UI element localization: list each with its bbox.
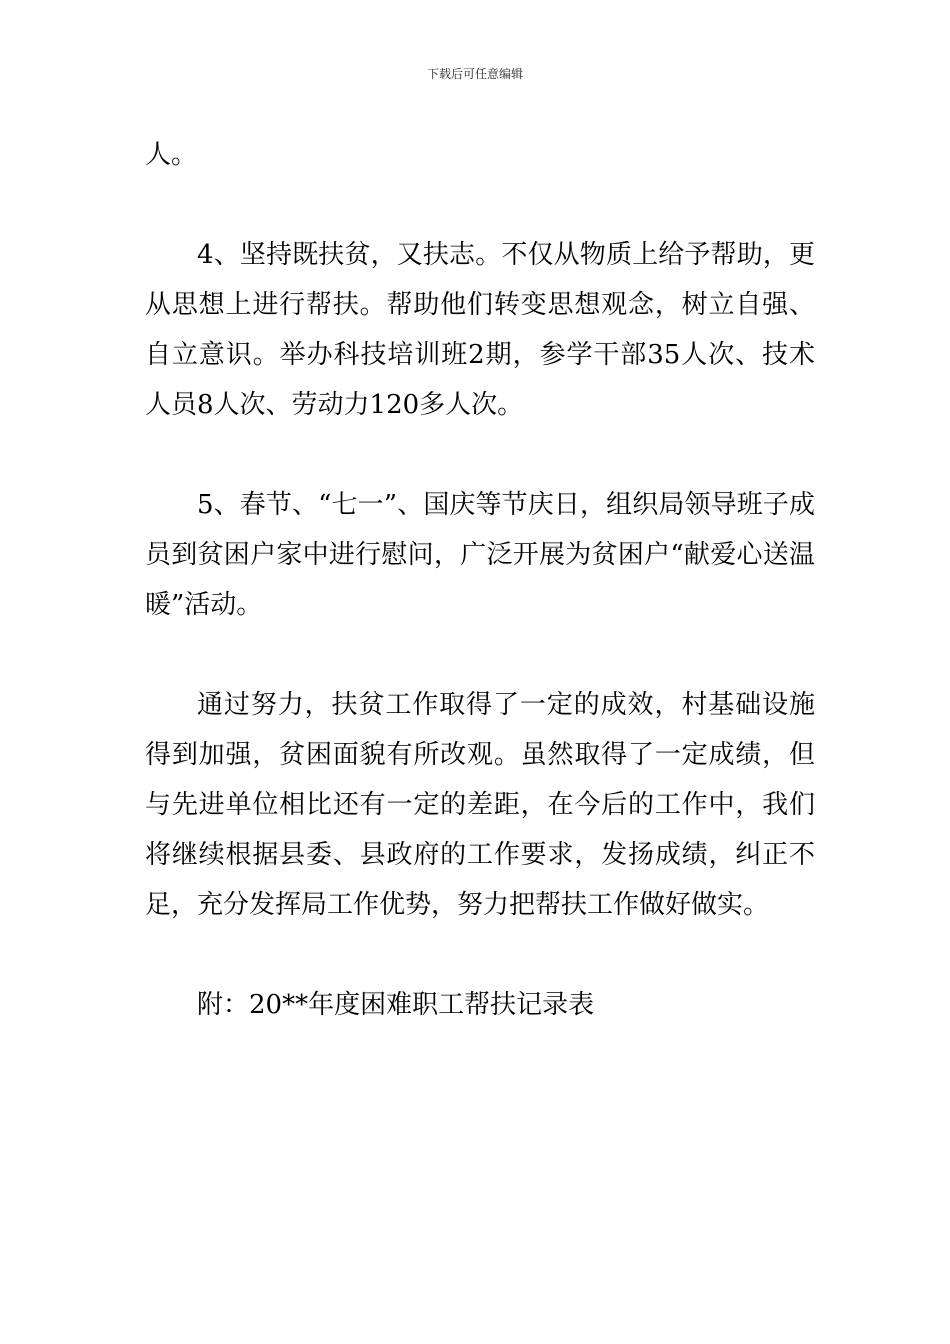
page-header: 下载后可任意编辑 xyxy=(426,67,523,81)
document-body xyxy=(145,130,815,1030)
paragraph-summary: 通过努力，扶贫工作取得了一定的成效，村基础设施得到加强，贫困面貌有所改观。虽然取得了一定成绩，但与先进单位相比还有一定的差距，在今后的工作中，我们将继续根据县委、县政府的工作要求，发扬成绩，纠正不足，充分发挥局工作优势，努力把帮扶工作做好做实。 xyxy=(145,690,815,920)
paragraph-item-4: 4、坚持既扶贫，又扶志。不仅从物质上给予帮助，更从思想上进行帮扶。帮助他们转变思想观念，树立自强、自立意识。举办科技培训班2期，参学干部35人次、技术人员8人次、劳动力120多人次。 xyxy=(145,240,815,420)
paragraph-item-5: 5、春节、“七一”、国庆等节庆日，组织局领导班子成员到贫困户家中进行慰问，广泛开展为贫困户“献爱心送温暖”活动。 xyxy=(145,490,815,620)
paragraph-continuation: 人。 xyxy=(145,140,198,170)
paragraph-attachment: 附：20**年度困难职工帮扶记录表 xyxy=(197,990,595,1020)
